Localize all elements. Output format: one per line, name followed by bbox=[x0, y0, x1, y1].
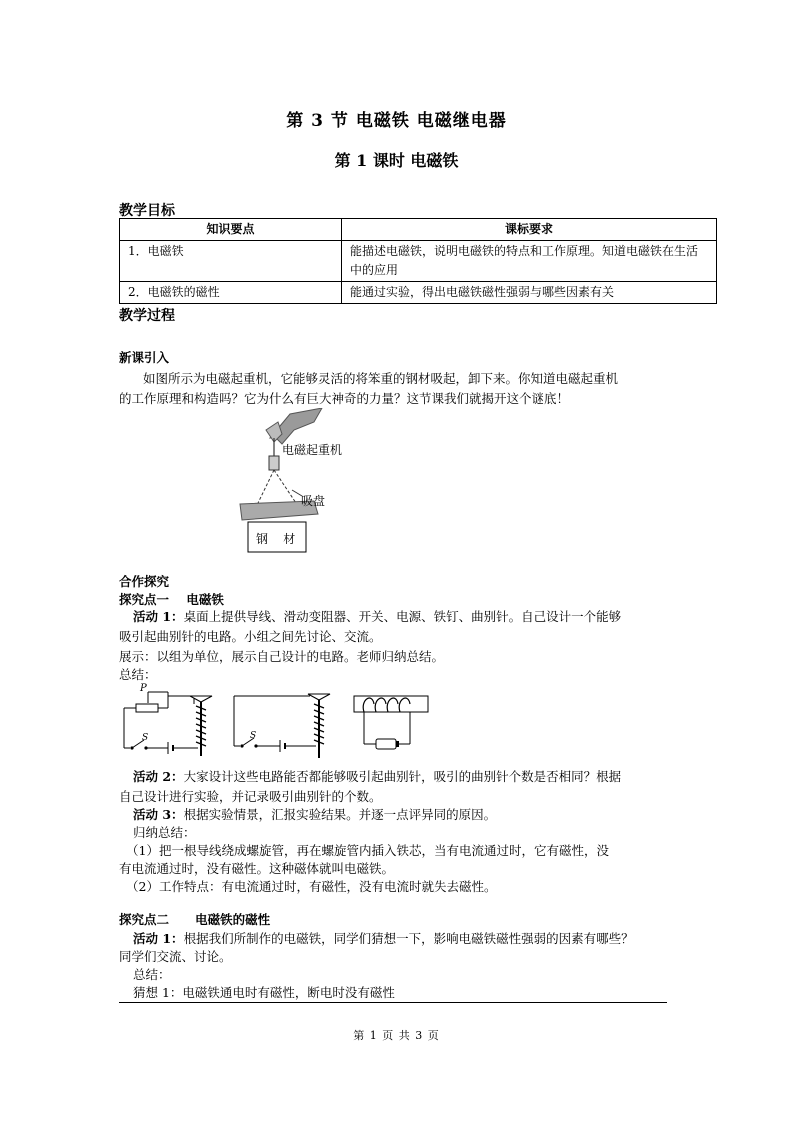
process-heading: 教学过程 bbox=[119, 308, 175, 324]
table-cell: 2．电磁铁的磁性 bbox=[120, 282, 342, 304]
table-row bbox=[120, 282, 717, 304]
footer-divider bbox=[119, 1002, 667, 1003]
objectives-table bbox=[119, 218, 717, 304]
activity-2-line-2: 自己设计进行实验，并记录吸引曲别针的个数。 bbox=[119, 789, 382, 804]
table-cell: 能通过实验，得出电磁铁磁性强弱与哪些因素有关 bbox=[342, 282, 717, 304]
table-cell: 1．电磁铁 bbox=[120, 241, 342, 282]
intro-line-2: 的工作原理和构造吗？它为什么有巨大神奇的力量？这节课我们就揭开这个谜底！ bbox=[119, 391, 570, 406]
activity-1-text: 桌面上提供导线、滑动变阻器、开关、电源、铁钉、曲别针。自己设计一个能够 bbox=[183, 609, 622, 624]
table-header-row bbox=[120, 219, 717, 241]
page-footer: 第 1 页 共 3 页 bbox=[353, 1029, 440, 1042]
chuck-label: 吸盘 bbox=[301, 494, 326, 508]
point2-heading: 探究点二 电磁铁的磁性 bbox=[119, 912, 271, 927]
guess-1: 猜想 1：电磁铁通电时有磁性，断电时没有磁性 bbox=[133, 985, 395, 1000]
conclude-label: 归纳总结： bbox=[133, 825, 196, 840]
summary-2-label: 总结： bbox=[133, 967, 171, 982]
conclusion-2: （2）工作特点：有电流通过时，有磁性，没有电流时就失去磁性。 bbox=[126, 879, 497, 894]
nail-head bbox=[190, 696, 212, 702]
conclusion-1-line-2: 有电流通过时，没有磁性。这种磁体就叫电磁铁。 bbox=[119, 861, 395, 876]
circuit-diagram-2 bbox=[230, 690, 332, 760]
crane-hook-block bbox=[269, 456, 279, 470]
activity-2-text: 大家设计这些电路能否都能够吸引起曲别针，吸引的曲别针个数是否相同？根据 bbox=[183, 769, 622, 784]
circuit-diagram-3 bbox=[350, 690, 432, 756]
show-line: 展示：以组为单位，展示自己设计的电路。老师归纳总结。 bbox=[119, 649, 445, 664]
activity-2-label: 活动 2： bbox=[133, 769, 184, 784]
activity-2 bbox=[133, 766, 621, 787]
circuit-diagram-1 bbox=[118, 682, 220, 756]
battery bbox=[376, 739, 396, 749]
point1-heading: 探究点一 电磁铁 bbox=[119, 592, 224, 607]
label-p: P bbox=[140, 683, 147, 694]
explore-heading: 合作探究 bbox=[119, 574, 170, 589]
objectives-heading: 教学目标 bbox=[119, 203, 175, 219]
summary-label: 总结： bbox=[119, 667, 157, 682]
nail-head bbox=[308, 694, 330, 700]
activity-1 bbox=[133, 606, 621, 627]
column-header: 课标要求 bbox=[342, 219, 717, 241]
lesson-subtitle: 第 1 课时 电磁铁 bbox=[334, 151, 459, 170]
table-row bbox=[120, 241, 717, 282]
page-title: 第 3 节 电磁铁 电磁继电器 bbox=[286, 111, 507, 131]
label-s2: S bbox=[250, 731, 257, 741]
intro-line-1: 如图所示为电磁起重机，它能够灵活的将笨重的钢材吸起，卸下来。你知道电磁起重机 bbox=[143, 371, 619, 386]
crane-sling-left bbox=[258, 470, 274, 503]
crane-figure bbox=[230, 408, 370, 560]
conclusion-1: （1）把一根导线绕成螺旋管，再在螺旋管内插入铁芯，当有电流通过时，它有磁性，没 bbox=[126, 843, 609, 858]
table-cell: 能描述电磁铁，说明电磁铁的特点和工作原理。知道电磁铁在生活中的应用 bbox=[342, 241, 717, 282]
crane-label: 电磁起重机 bbox=[282, 443, 343, 457]
column-header: 知识要点 bbox=[120, 219, 342, 241]
rheostat bbox=[136, 704, 158, 712]
activity-3-label: 活动 3： bbox=[133, 807, 184, 822]
label-s1: S bbox=[142, 733, 149, 743]
p2-activity-1-text: 根据我们所制作的电磁铁，同学们猜想一下，影响电磁铁磁性强弱的因素有哪些？ bbox=[183, 931, 634, 946]
activity-1-line-2: 吸引起曲别针的电路。小组之间先讨论、交流。 bbox=[119, 629, 382, 644]
p2-activity-1-line-2: 同学们交流、讨论。 bbox=[119, 949, 232, 964]
activity-3-text: 根据实验情景，汇报实验结果。并逐一点评异同的原因。 bbox=[183, 807, 497, 822]
p2-activity-1-label: 活动 1： bbox=[133, 931, 184, 946]
steel-label: 钢 材 bbox=[256, 532, 296, 546]
intro-heading: 新课引入 bbox=[119, 350, 170, 365]
activity-1-label: 活动 1： bbox=[133, 609, 184, 624]
crane-sling-right bbox=[274, 470, 296, 503]
